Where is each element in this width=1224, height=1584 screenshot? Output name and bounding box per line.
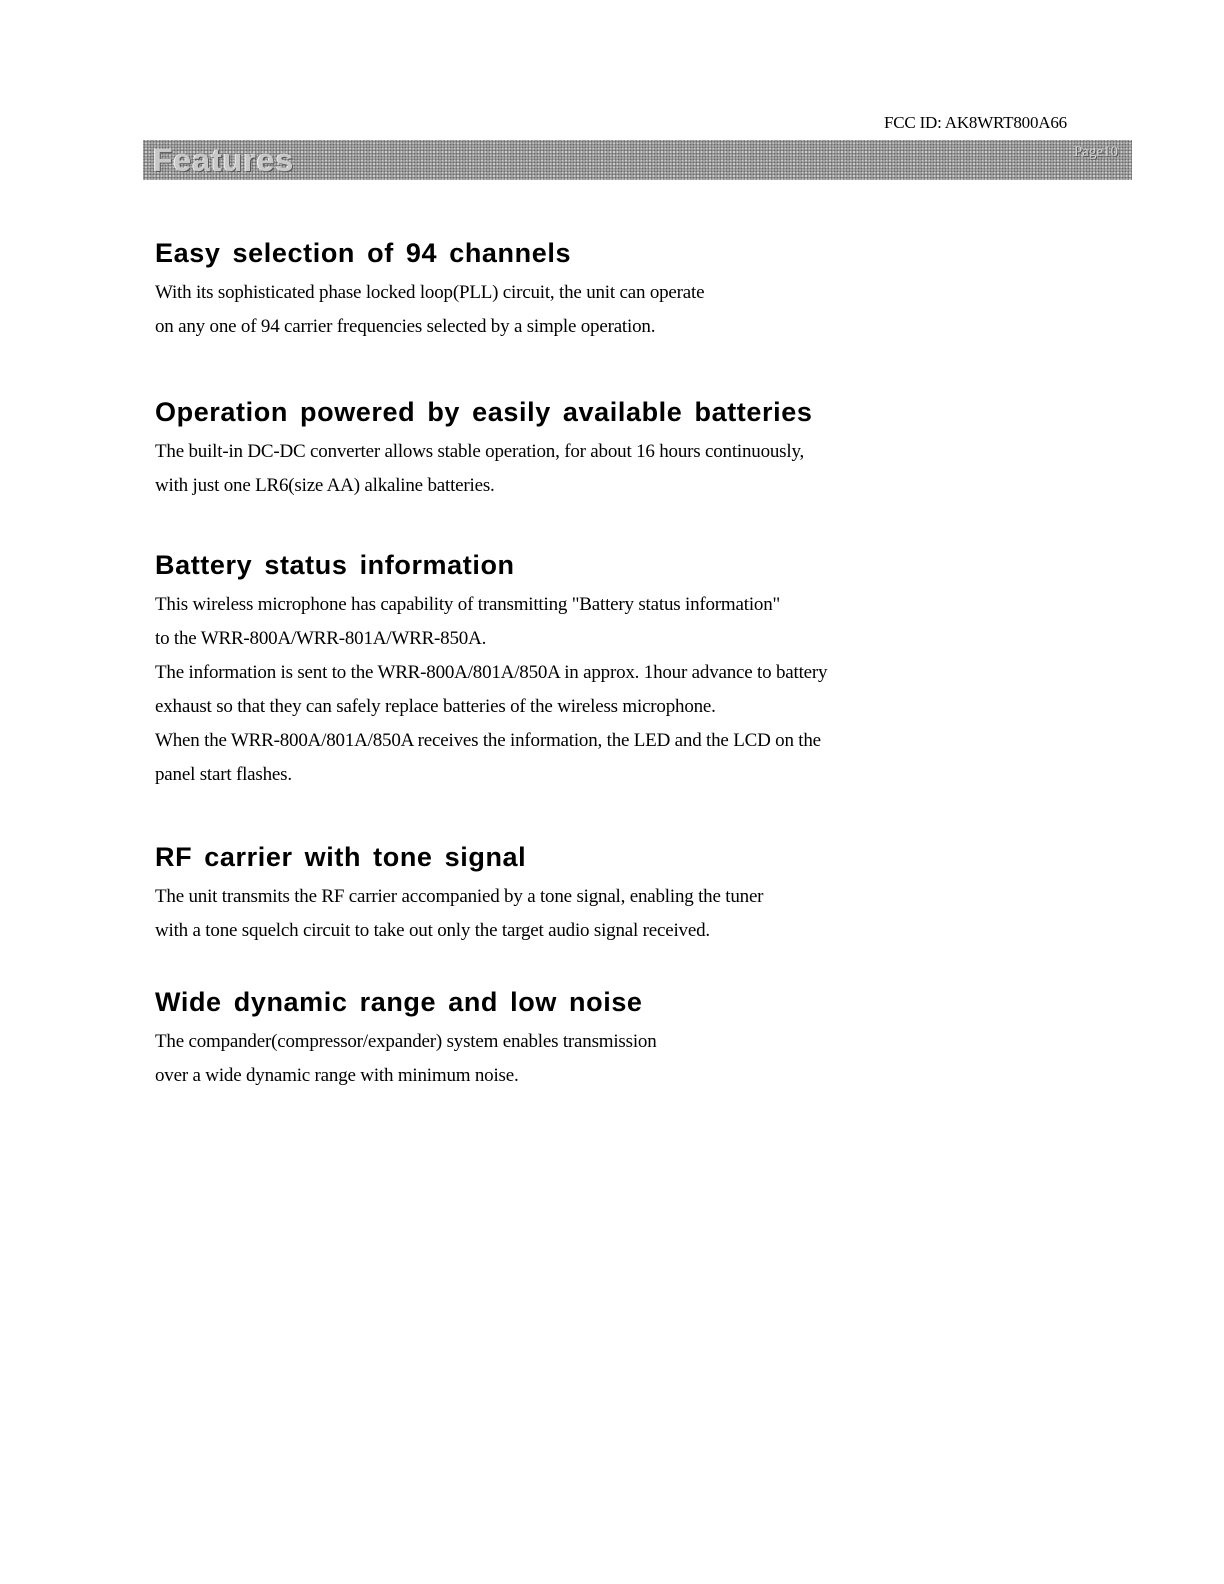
body-line: exhaust so that they can safely replace batteries of the wireless microphone. [155, 696, 716, 717]
page-number: Page10 [1073, 144, 1118, 160]
fcc-id: FCC ID: AK8WRT800A66 [884, 113, 1067, 132]
section-body [155, 1025, 1055, 1093]
features-banner [143, 140, 1132, 180]
body-line: over a wide dynamic range with minimum noise. [155, 1065, 519, 1086]
body-line: The compander(compressor/expander) system enables transmission [155, 1031, 657, 1052]
body-line: with just one LR6(size AA) alkaline batteries. [155, 475, 495, 496]
body-line: With its sophisticated phase locked loop(PLL) circuit, the unit can operate [155, 282, 705, 303]
section-heading: Easy selection of 94 channels [155, 238, 572, 268]
section-batteries [155, 395, 1055, 503]
section-heading: Operation powered by easily available batteries [155, 397, 813, 427]
body-line: on any one of 94 carrier frequencies selected by a simple operation. [155, 316, 656, 337]
section-rf-carrier [155, 840, 1055, 948]
section-body [155, 276, 1055, 344]
body-line: to the WRR-800A/WRR-801A/WRR-850A. [155, 628, 487, 649]
body-line: The information is sent to the WRR-800A/801A/850A in approx. 1hour advance to battery [155, 662, 828, 683]
section-body [155, 880, 1055, 948]
body-line: with a tone squelch circuit to take out only the target audio signal received. [155, 920, 710, 941]
body-line: When the WRR-800A/801A/850A receives the information, the LED and the LCD on the [155, 730, 821, 751]
section-body [155, 435, 1055, 503]
body-line: This wireless microphone has capability of transmitting "Battery status information" [155, 594, 781, 615]
section-battery-status [155, 548, 1055, 792]
section-heading: Wide dynamic range and low noise [155, 987, 643, 1017]
body-line: panel start flashes. [155, 764, 292, 785]
section-heading: Battery status information [155, 550, 515, 580]
section-body [155, 588, 1055, 792]
body-line: The built-in DC-DC converter allows stable operation, for about 16 hours continuously, [155, 441, 805, 462]
section-heading: RF carrier with tone signal [155, 842, 527, 872]
body-line: The unit transmits the RF carrier accompanied by a tone signal, enabling the tuner [155, 886, 764, 907]
banner-title: Features [153, 142, 295, 178]
section-dynamic-range [155, 985, 1055, 1093]
section-channels [155, 236, 1055, 344]
